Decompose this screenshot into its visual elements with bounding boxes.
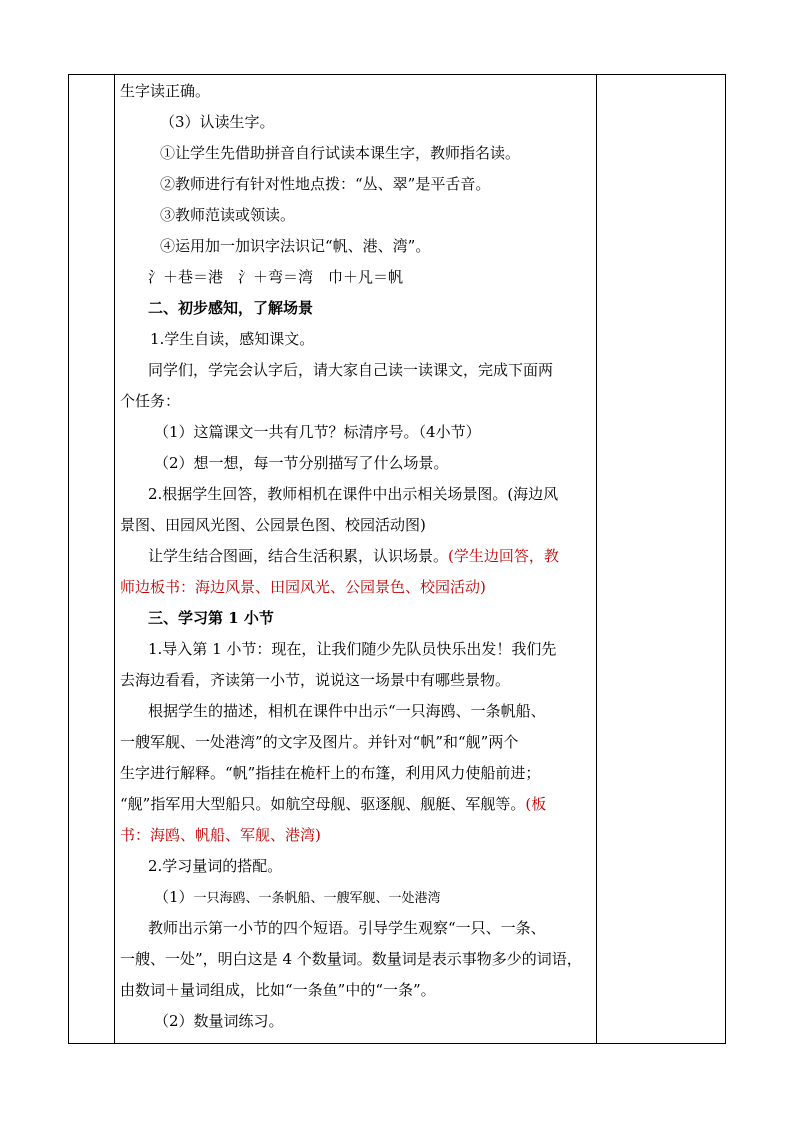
text-run: “舰”指军用大型船只。如航空母舰、驱逐舰、舰艇、军舰等。 (120, 795, 526, 813)
text-line: 景图、田园风光图、公园景色图、校园活动图) (120, 516, 426, 534)
text-run: 让学生结合图画，结合生活积累，认识场景。 (148, 547, 449, 565)
board-note: 书：海鸥、帆船、军舰、港湾) (120, 826, 321, 844)
text-line: ③教师范读或领读。 (160, 206, 296, 224)
text-line: 1.学生自读，感知课文。 (150, 330, 315, 348)
text-run: （1） (154, 888, 194, 906)
text-line: （2）想一想，每一节分别描写了什么场景。 (154, 454, 449, 472)
text-line: 去海边看看，齐读第一小节，说说这一场景中有哪些景物。 (120, 671, 511, 689)
column-divider-right (596, 75, 597, 1043)
text-line (120, 794, 546, 814)
text-line: ④运用加一加识字法识记“帆、港、湾”。 (160, 237, 431, 255)
text-line: 2.学习量词的搭配。 (148, 857, 283, 875)
text-line: ②教师进行有针对性地点拨：“丛、翠”是平舌音。 (160, 175, 491, 193)
formula-line: 氵＋巷＝港 氵＋弯＝湾 巾＋凡＝帆 (148, 268, 404, 286)
text-line (154, 887, 441, 909)
text-line: 根据学生的描述，相机在课件中出示“一只海鸥、一条帆船、 (148, 702, 546, 720)
lesson-plan-table (68, 74, 726, 1044)
text-line: 1.导入第 1 小节：现在，让我们随少先队员快乐出发！我们先 (148, 640, 557, 658)
text-line: （2）数量词练习。 (154, 1012, 284, 1030)
board-note: (学生边回答，教 (448, 547, 559, 565)
text-line (148, 546, 559, 566)
text-line: 一艘军舰、一处港湾”的文字及图片。并针对“帆”和“舰”两个 (120, 733, 519, 751)
text-line: （1）这篇课文一共有几节？标清序号。（4小节） (154, 423, 481, 441)
text-line: 个任务： (120, 392, 181, 410)
text-line: （3）认读生字。 (160, 113, 275, 131)
text-line: 生字进行解释。“帆”指挂在桅杆上的布篷，利用风力使船前进； (120, 764, 541, 782)
board-note: 师边板书：海边风景、田园风光、公园景色、校园活动) (120, 578, 486, 596)
text-line: 同学们，学完会认字后，请大家自己读一读课文，完成下面两 (148, 361, 554, 379)
text-line: 生字读正确。 (120, 82, 211, 100)
section-heading: 二、初步感知，了解场景 (148, 299, 314, 317)
text-line: 一艘、一处”，明白这是 4 个数量词。数量词是表示事物多少的词语， (120, 950, 582, 968)
column-divider-left (114, 75, 115, 1043)
handwritten-phrases: 一只海鸥、一条帆船、一艘军舰、一处港湾 (193, 891, 441, 906)
text-line: 由数词＋量词组成，比如“一条鱼”中的“一条”。 (120, 981, 436, 999)
text-line: ①让学生先借助拼音自行试读本课生字，教师指名读。 (160, 144, 521, 162)
text-line: 2.根据学生回答，教师相机在课件中出示相关场景图。(海边风 (148, 485, 559, 503)
text-line: 教师出示第一小节的四个短语。引导学生观察“一只、一条、 (148, 919, 546, 937)
board-note: (板 (525, 795, 547, 813)
section-heading: 三、学习第 1 小节 (148, 609, 274, 627)
